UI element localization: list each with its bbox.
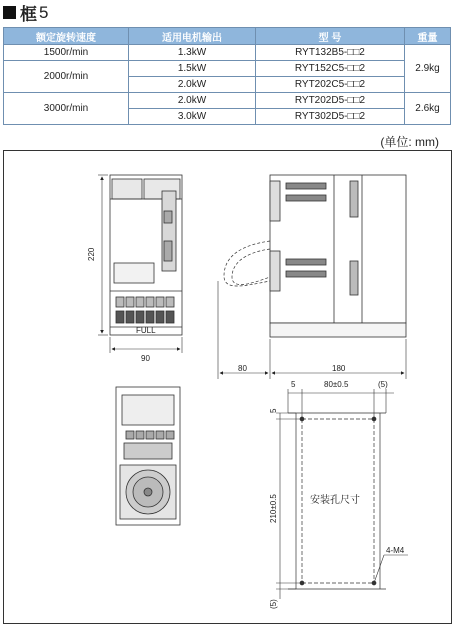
col-header-output: 适用电机输出: [129, 28, 256, 45]
model-cell: RYT302D5-□□2: [256, 109, 405, 125]
col-header-weight: 重量: [405, 28, 451, 45]
square-bullet-icon: [3, 6, 16, 19]
cable-drawing: [224, 241, 270, 286]
mount-top-label: 5: [269, 408, 278, 413]
height-label: 220: [87, 247, 96, 261]
col-header-speed: 额定旋转速度: [4, 28, 129, 45]
width-label: 90: [141, 354, 150, 363]
side-view: [270, 175, 406, 337]
output-cell: 1.5kW: [129, 61, 256, 77]
screw-label: 4-M4: [386, 546, 405, 555]
depth-label: 180: [332, 364, 346, 373]
mount-right-label: (5): [378, 380, 388, 389]
table-row: [4, 93, 451, 109]
hole-size-label: 安装孔尺寸: [310, 495, 360, 506]
front-view: [110, 175, 182, 335]
mount-side-dimensions: [276, 413, 302, 599]
drawing-svg: [4, 151, 453, 625]
table-row: [4, 61, 451, 77]
rear-view: [116, 387, 180, 525]
mount-left-label: 5: [291, 380, 296, 389]
width-dimension: [110, 337, 182, 353]
model-cell: RYT202D5-□□2: [256, 93, 405, 109]
model-cell: RYT202C5-□□2: [256, 77, 405, 93]
model-spec-table: [3, 27, 451, 125]
output-cell: 2.0kW: [129, 93, 256, 109]
weight-cell: 2.9kg: [405, 45, 451, 93]
dimension-drawing: [3, 150, 452, 624]
speed-cell: 2000r/min: [4, 61, 129, 93]
title-prefix: 框: [20, 5, 37, 24]
mount-height-label: 210±0.5: [269, 494, 278, 523]
mount-bottom-label: (5): [269, 599, 278, 609]
table-row: [4, 45, 451, 61]
output-cell: 3.0kW: [129, 109, 256, 125]
height-dimension: [98, 175, 108, 335]
section-title: [3, 0, 48, 25]
unit-note: (单位: mm): [380, 135, 439, 149]
table-header-row: [4, 28, 451, 45]
mount-top-dimensions: [288, 389, 394, 419]
screw-leader: [374, 555, 408, 583]
weight-cell: 2.6kg: [405, 93, 451, 125]
speed-cell: 1500r/min: [4, 45, 129, 61]
col-header-model: 型 号: [256, 28, 405, 45]
model-cell: RYT132B5-□□2: [256, 45, 405, 61]
output-cell: 1.3kW: [129, 45, 256, 61]
output-cell: 2.0kW: [129, 77, 256, 93]
front-badge: FULL: [136, 326, 156, 335]
speed-cell: 3000r/min: [4, 93, 129, 125]
title-number: 5: [39, 2, 49, 22]
cable-label: 80: [238, 364, 247, 373]
model-cell: RYT152C5-□□2: [256, 61, 405, 77]
depth-dimension: [272, 339, 406, 379]
mount-width-label: 80±0.5: [324, 380, 349, 389]
